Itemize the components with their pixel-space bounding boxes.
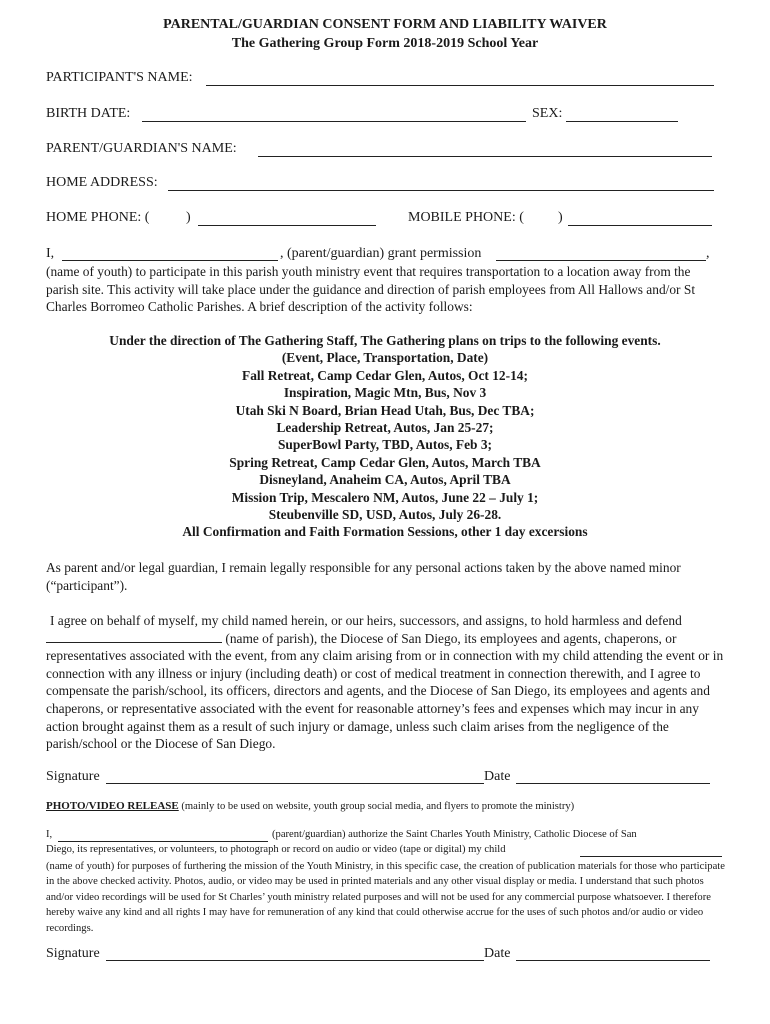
date-field[interactable] <box>516 783 710 784</box>
home-address-label: HOME ADDRESS: <box>46 175 158 190</box>
event-item: Spring Retreat, Camp Cedar Glen, Autos, March TBA <box>229 454 541 470</box>
events-intro: Under the direction of The Gathering Staff, The Gathering plans on trips to the following events. <box>109 333 661 348</box>
photo-prefix: I, <box>46 829 53 840</box>
photo-release-note: (mainly to be used on website, youth group social media, and flyers to promote the ministry) <box>181 801 575 812</box>
form-title: PARENTAL/GUARDIAN CONSENT FORM AND LIABILITY WAIVER <box>163 17 607 32</box>
photo-date-field[interactable] <box>516 960 710 961</box>
photo-guardian-field[interactable] <box>58 841 268 842</box>
permission-guardian-field[interactable] <box>62 260 278 261</box>
photo-signature-field[interactable] <box>106 960 484 961</box>
birth-date-label: BIRTH DATE: <box>46 106 131 121</box>
home-phone-field[interactable] <box>198 225 376 226</box>
waiver-start: I agree on behalf of myself, my child named herein, or our heirs, successors, and assigns, to hold harmless and defend <box>50 613 682 628</box>
home-phone-label: HOME PHONE: ( <box>46 210 150 225</box>
photo-date-label: Date <box>484 946 511 961</box>
home-phone-close: ) <box>186 210 191 225</box>
parish-name-field[interactable] <box>46 631 222 643</box>
signature-field[interactable] <box>106 783 484 784</box>
event-item: Mission Trip, Mescalero NM, Autos, June 22 – July 1; <box>231 489 539 505</box>
date-label: Date <box>484 769 511 784</box>
participant-name-field[interactable] <box>206 85 714 86</box>
responsibility-paragraph: As parent and/or legal guardian, I remain legally responsible for any personal actions taken by the above named minor (“participant”). <box>46 560 681 593</box>
mobile-phone-close: ) <box>558 210 563 225</box>
photo-line1: (parent/guardian) authorize the Saint Charles Youth Ministry, Catholic Diocese of San <box>272 829 637 840</box>
permission-body: (name of youth) to participate in this parish youth ministry event that requires transportation to a location away from the parish site. This activity will take place under the guidance and direction of parish employees from All Hallows and/or St Charles Borromeo Catholic Parishes. A brief description of the activity follows: <box>46 264 696 315</box>
sex-field[interactable] <box>566 121 678 122</box>
participant-name-label: PARTICIPANT'S NAME: <box>46 70 193 85</box>
form-subtitle: The Gathering Group Form 2018-2019 School Year <box>231 36 539 51</box>
permission-youth-field[interactable] <box>496 260 706 261</box>
photo-signature-label: Signature <box>46 946 100 961</box>
event-item: Inspiration, Magic Mtn, Bus, Nov 3 <box>283 385 487 401</box>
event-item: Steubenville SD, USD, Autos, July 26-28. <box>268 507 502 523</box>
photo-line2: Diego, its representatives, or volunteers, to photograph or record on audio or video (tape or digital) my child <box>46 844 506 855</box>
guardian-name-label: PARENT/GUARDIAN'S NAME: <box>46 141 237 156</box>
events-block <box>0 332 770 541</box>
sex-label: SEX: <box>532 106 563 121</box>
birth-date-field[interactable] <box>142 121 526 122</box>
waiver-paragraph <box>46 612 726 753</box>
event-item: Disneyland, Anaheim CA, Autos, April TBA <box>259 472 511 488</box>
photo-youth-field[interactable] <box>580 856 722 857</box>
signature-label: Signature <box>46 769 100 784</box>
permission-middle: , (parent/guardian) grant permission <box>280 246 482 261</box>
event-item: Fall Retreat, Camp Cedar Glen, Autos, Oct 12-14; <box>242 367 528 383</box>
permission-prefix: I, <box>46 246 55 261</box>
events-legend: (Event, Place, Transportation, Date) <box>281 350 489 366</box>
waiver-rest: (name of parish), the Diocese of San Diego, its employees and agents, chaperons, or representatives associated with the event, from any claim arising from or in connection with my child attending the event or in connection with any illness or injury (including death) or cost of medical treatment in connection therewith, and I agree to compensate the parish/school, its officers, directors and agents, and the Diocese of San Diego, its employees and agents and chaperons, or representative associated with the event for reasonable attorney’s fees and expenses which may incur in any action brought against them as a result of such injury or damage, unless such claim arises from the negligence of the parish/school or the Diocese of San Diego. <box>46 630 724 752</box>
photo-release-heading: PHOTO/VIDEO RELEASE <box>46 800 179 812</box>
event-item: Utah Ski N Board, Brian Head Utah, Bus, Dec TBA; <box>235 402 535 418</box>
home-address-field[interactable] <box>168 190 714 191</box>
permission-suffix: , <box>706 246 710 261</box>
event-item: SuperBowl Party, TBD, Autos, Feb 3; <box>277 437 493 453</box>
photo-release-heading-row <box>46 800 574 812</box>
photo-release-body: (name of youth) for purposes of furthering the mission of the Youth Ministry, in this specific case, the creation of publication materials for those who participate in the above checked activity. Photos, audio, or video may be used in printed materials and any other visual display or media. I understand that such photos and/or video recordings will be used for St Charles’ youth ministry related purposes and will not be used for any commercial purpose whatsoever. I therefore hereby waive any kind and all rights I may have for remuneration of any kind that could otherwise accrue for the uses of such photos and/or audio or video recordings. <box>46 861 725 934</box>
event-item: Leadership Retreat, Autos, Jan 25-27; <box>276 420 494 436</box>
guardian-name-field[interactable] <box>258 156 712 157</box>
mobile-phone-field[interactable] <box>568 225 712 226</box>
mobile-phone-label: MOBILE PHONE: ( <box>408 210 524 225</box>
event-item: All Confirmation and Faith Formation Sessions, other 1 day excersions <box>182 524 588 540</box>
